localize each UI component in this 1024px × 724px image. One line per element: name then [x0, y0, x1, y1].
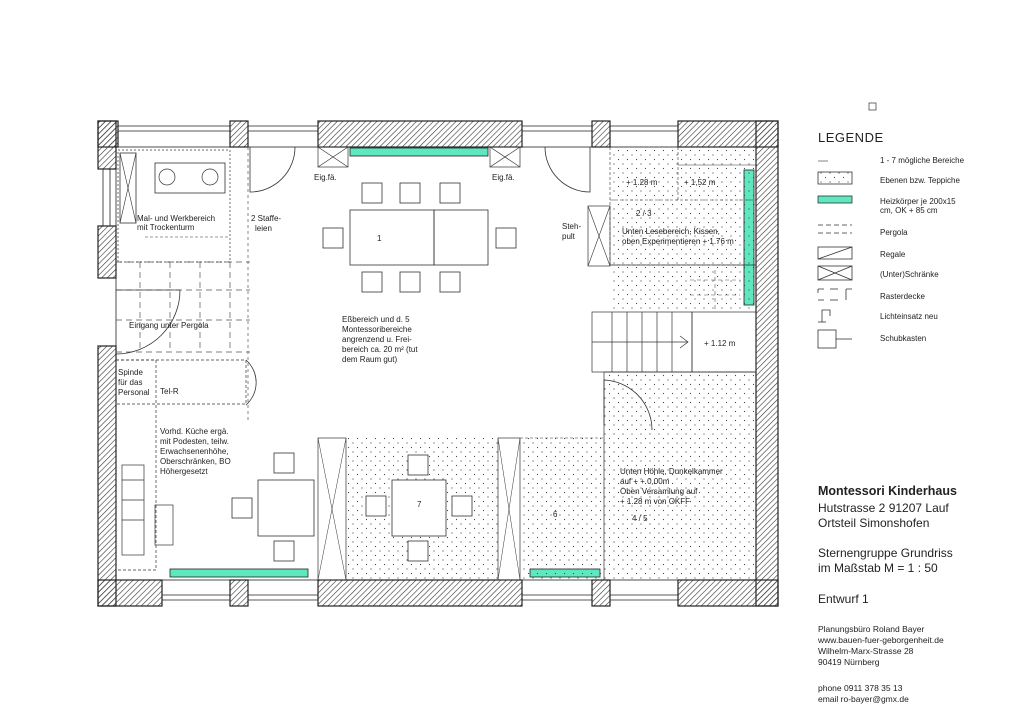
project-title: Montessori Kinderhaus	[818, 484, 957, 498]
legend-skylight-symbol	[818, 310, 830, 322]
office-street: Wilhelm-Marx-Strasse 28	[818, 646, 914, 656]
legend-item-carpets: Ebenen bzw. Teppiche	[880, 176, 960, 185]
wall-right	[756, 121, 778, 606]
art-sink	[155, 163, 225, 193]
label-area6: 6	[553, 510, 558, 519]
project-address: Hutstrasse 2 91207 Lauf	[818, 501, 949, 515]
legend-item-radiator-2: cm, OK + 85 cm	[880, 206, 938, 215]
label-ess3: angrenzend u. Frei-	[342, 335, 412, 344]
label-spinde3: Personal	[118, 388, 150, 397]
legend-pergola-symbol	[818, 225, 852, 233]
label-kueche5: Höhergesetzt	[160, 467, 208, 476]
label-lese2: oben Experimentieren + 1.76 m	[622, 237, 734, 246]
draft-label: Entwurf 1	[818, 592, 869, 606]
label-area45: 4 / 5	[632, 514, 648, 523]
office-web: www.bauen-fuer-geborgenheit.de	[818, 635, 944, 645]
wall-bottom-pillar-2	[592, 580, 610, 606]
office-email: email ro-bayer@gmx.de	[818, 694, 909, 704]
office-phone: phone 0911 378 35 13	[818, 683, 903, 693]
legend-grid-ceiling-symbol	[818, 289, 852, 300]
label-eig-left: Eig.fä.	[314, 173, 337, 182]
legend-item-areas: 1 - 7 mögliche Bereiche	[880, 156, 965, 165]
office-name: Planungsbüro Roland Bayer	[818, 624, 925, 634]
legend-carpet-symbol	[818, 172, 852, 184]
label-area23: 2 / 3	[636, 209, 652, 218]
label-level128: + 1.28 m	[626, 178, 658, 187]
label-lese1: Unten Lesebereich, Kissen,	[622, 227, 720, 236]
label-steh2: pult	[562, 232, 575, 241]
wall-top-center	[318, 121, 522, 147]
label-staffel1: 2 Staffe-	[251, 214, 282, 223]
legend-cupboard-symbol	[818, 266, 852, 280]
plan-scale: im Maßstab M = 1 : 50	[818, 561, 938, 575]
legend-item-radiator: Heizkörper je 200x15	[880, 197, 956, 206]
wall-bottom-center	[318, 580, 522, 606]
label-hoehle1: Unten Höhle, Dunkelkammer	[620, 467, 723, 476]
label-kueche4: Oberschränken, BO	[160, 457, 231, 466]
radiator-top	[350, 148, 488, 156]
wall-bottom-pillar	[230, 580, 248, 606]
art-area	[118, 150, 230, 262]
legend-symbols	[818, 161, 852, 348]
north-marker	[869, 103, 876, 110]
label-hoehle4: + 1.28 m von OKFF	[620, 497, 691, 506]
legend-radiator-symbol	[818, 196, 852, 203]
label-staffel2: leien	[255, 224, 272, 233]
door-swings	[116, 147, 652, 430]
label-ess5: dem Raum gut)	[342, 355, 398, 364]
wall-left-mid	[98, 226, 116, 278]
legend-item-shelves: Regale	[880, 250, 906, 259]
label-eig-right: Eig.fä.	[492, 173, 515, 182]
legend-shelf-symbol	[818, 247, 852, 259]
legend-title: LEGENDE	[818, 130, 884, 145]
wall-bottom-left	[98, 580, 162, 606]
label-kueche1: Vorhd. Küche ergä.	[160, 427, 229, 436]
wall-left-upper	[98, 121, 116, 169]
label-eingang: Eingang unter Pergola	[129, 321, 209, 330]
label-steh1: Steh-	[562, 222, 582, 231]
plan-title: Sternengruppe Grundriss	[818, 546, 953, 560]
label-table1: 1	[377, 234, 382, 243]
label-mal1: Mal- und Werkbereich	[137, 214, 216, 223]
label-ess1: Eßbereich und d. 5	[342, 315, 410, 324]
office-city: 90419 Nürnberg	[818, 657, 880, 667]
radiator-bottom-left	[170, 569, 308, 577]
label-table7: 7	[417, 500, 422, 509]
legend-item-cupboards: (Unter)Schränke	[880, 270, 939, 279]
wall-bottom-right	[678, 580, 778, 606]
label-mal2: mit Trockenturm	[137, 223, 195, 232]
legend-item-drawer: Schubkasten	[880, 334, 927, 343]
label-hoehle2: auf + + 0,00m	[620, 477, 670, 486]
legend-item-grid-ceiling: Rasterdecke	[880, 292, 925, 301]
table-7-area	[318, 438, 520, 580]
label-level112: + 1.12 m	[704, 339, 736, 348]
wall-top-pillar-2	[592, 121, 610, 147]
label-kueche2: mit Podesten, teilw.	[160, 437, 229, 446]
label-spinde2: für das	[118, 378, 143, 387]
label-ess4: bereich ca. 20 m² (tut	[342, 345, 418, 354]
cave-area	[520, 372, 756, 580]
legend-item-pergola: Pergola	[880, 228, 908, 237]
label-telr: Tel-R	[160, 387, 179, 396]
label-level152: + 1,52 m	[684, 178, 716, 187]
dining-table-1	[323, 183, 516, 292]
project-district: Ortsteil Simonshofen	[818, 516, 930, 530]
label-ess2: Montessoribereiche	[342, 325, 412, 334]
label-spinde1: Spinde	[118, 368, 143, 377]
wall-top-pillar-1	[230, 121, 248, 147]
label-hoehle3: Oben Versamlung auf	[620, 487, 698, 496]
label-kueche3: Erwachsenenhöhe,	[160, 447, 229, 456]
legend-item-skylight: Lichteinsatz neu	[880, 312, 938, 321]
wall-left-lower	[98, 346, 116, 606]
legend-drawer-symbol	[818, 330, 852, 348]
